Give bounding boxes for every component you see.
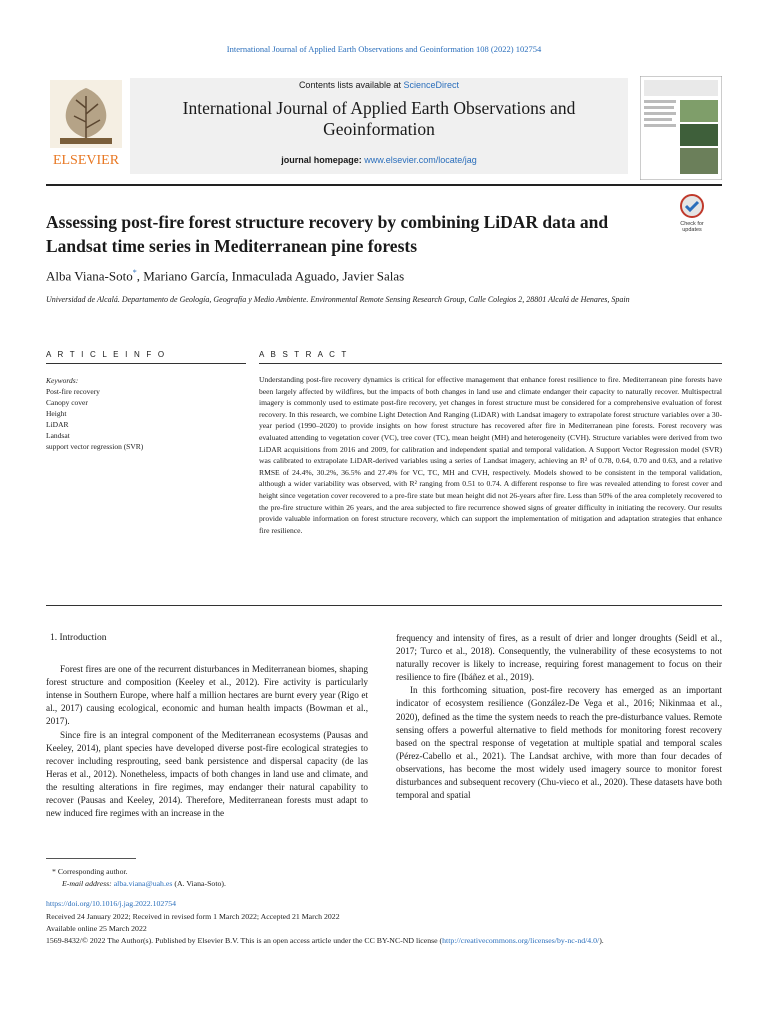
elsevier-logo [46,78,126,174]
available-online: Available online 25 March 2022 [46,924,147,933]
svg-text:updates: updates [682,227,702,233]
email-link[interactable]: alba.viana@uah.es [113,879,173,888]
corresponding-author-mark[interactable]: * [132,268,137,277]
doi-link[interactable]: https://doi.org/10.1016/j.jag.2022.102754 [46,899,177,908]
keyword: Post-fire recovery [46,387,100,396]
section-heading: 1. Introduction [50,633,107,643]
sciencedirect-link[interactable]: ScienceDirect [403,80,460,90]
abstract-rule [259,363,722,364]
keyword: Landsat [46,431,70,440]
abstract-heading: A B S T R A C T [259,350,349,359]
license-text: 1569-8432/© 2022 The Author(s). Published by Elsevier B.V. This is an open access article under the CC BY-NC-ND license ( [46,936,443,945]
journal-title: International Journal of Applied Earth Observations and Geoinformation [182,98,576,139]
author-name[interactable]: Alba Viana-Soto [46,268,133,284]
author-affiliation: Universidad de Alcalá. Departamento de Geología, Geografía y Medio Ambiente. Environmental Remote Sensing Research Group, Calle Colegios 2, 28801 Alcalá de Henares, Spain [46,295,630,304]
keywords-label: Keywords: [46,376,79,385]
abstract-bottom-rule [46,605,722,606]
contents-line [130,80,628,90]
article-info-heading: A R T I C L E I N F O [46,350,167,359]
author-name[interactable]: Inmaculada Aguado [231,268,336,284]
left-column [46,632,368,820]
paragraph: Since fire is an integral component of the Mediterranean ecosystems (Pausas and Keeley, 2014), plant species have developed diverse post-fire ecological strategies to recover including resprouting, seed bank persistence and dispersal capacity (de las Heras et al., 2012). Nonetheless, impacts of both changes in land use and climate, and the resulting alterations in fire regimes, may endanger their natural capability to recover (Pausas and Keeley, 2014). Therefore, Mediterranean forests must adapt to new induced fire regimes with an increase in the [46,729,368,819]
keyword: LiDAR [46,420,69,429]
author-list: Alba Viana-Soto*, Mariano García, Inmaculada Aguado, Javier Salas [46,268,405,284]
author-name[interactable]: Mariano García [143,268,226,284]
homepage-prefix: journal homepage: [281,155,362,165]
author-name[interactable]: Javier Salas [342,268,405,284]
received-dates: Received 24 January 2022; Received in revised form 1 March 2022; Accepted 21 March 2022 [46,912,340,921]
journal-homepage-line [130,155,628,165]
article-title: Assessing post-fire forest structure recovery by combining LiDAR data and Landsat time series in Mediterranean pine forests [46,212,609,256]
header-divider [46,184,722,186]
check-for-updates-icon[interactable] [672,192,712,234]
email-suffix: (A. Viana-Soto). [174,879,226,888]
email-label: E-mail address: [62,879,112,888]
keyword: Height [46,409,67,418]
footnote-rule [46,858,136,859]
publisher-wordmark: ELSEVIER [52,153,120,168]
license-link[interactable]: http://creativecommons.org/licenses/by-nc-nd/4.0/ [442,936,600,945]
journal-homepage-link[interactable]: www.elsevier.com/locate/jag [364,155,477,165]
abstract-text: Understanding post-fire recovery dynamics is critical for effective management that enhance forest resilience to fire. Mediterranean pine forests have been largely affected by wildfires, but the impacts of both changes in land use and climate endanger their capacity to naturally recover. Multispectral imagery is commonly used to estimate post-fire recovery, yet changes in forest structure must be considered for a comprehensive evaluation of forest recovery. In this research, we combine Light Detection And Ranging (LiDAR) with Landsat imagery to extrapolate forest structure variables over a 30-year period (1990–2020) to provide insights on how forest structure has recovered after fire in Mediterranean pine forests. Forest recovery was evaluated attending to vegetation cover (VC), tree cover (TC), mean height (MH) and heterogeneity (CVH). Structure variables were derived from two LiDAR acquisitions from 2016 and 2009, for calibration and independent spatial and temporal validation. A Support Vector Regression model (SVR) was calibrated to extrapolate LiDAR-derived variables using a series of Landsat imagery, achieving an R² of 0.78, 0.64, 0.70 and 0.63, and a relative RMSE of 24.4%, 30.2%, 36.5% and 27.4% for VC, TC, MH and CVH, respectively. Models showed to be consistent in the temporal validation, although a wider variability was observed, with R² ranging from 0.51 to 0.74. A different response to fire was revealed attending to forest cover and height since vegetation cover recovered to a pre-fire state but mean height did not 26-years after fire. Less than 50% of the area completely recovered to the pre-fire structure within 26 years, and the area subjected to fire recurrence showed signs of greater difficulty in initiating the recovery. Our results provide valuable information on forest structure recovery, which can support the implementation of mitigation and adaptation strategies that enhance fire resilience. [259,375,722,535]
paragraph: In this forthcoming situation, post-fire recovery has emerged as an important indicator of ecosystem resilience (González-De Vega et al., 2016; Nikinmaa et al., 2020), defined as the time the system needs to reach the pre-disturbance values. Remote sensing offers a powerful alternative to field methods for monitoring forest recovery based on the spectral response of vegetation at multiple spatial and temporal scales (Pérez-Cabello et al., 2021). The Landsat archive, with more than four decades of observations, has become the most widely used imagery source to monitor forest disturbances and subsequent recovery (Chu-vieco et al., 2020). These datasets have both temporal and spatial [396,685,722,801]
right-column [396,632,722,802]
article-info-rule [46,363,246,364]
corresponding-author-note: * Corresponding author. [52,867,128,876]
keyword: support vector regression (SVR) [46,442,144,451]
svg-text:Check for: Check for [680,221,704,227]
contents-prefix: Contents lists available at [298,80,401,90]
license-note [46,935,722,946]
license-end: ). [599,936,604,945]
journal-reference-line[interactable]: International Journal of Applied Earth Observations and Geoinformation 108 (2022) 102754 [226,44,542,54]
paragraph: Forest fires are one of the recurrent disturbances in Mediterranean biomes, shaping forest structure and composition (Keeley et al., 2012). Fire activity is particularly intense in Southern Europe, where half a million hectares are burnt every year (Rigo et al., 2017) causing ecological, economic and human health impacts (Bowman et al., 2017). [46,664,368,727]
email-line [62,878,226,889]
journal-cover-thumbnail[interactable] [640,76,722,180]
keywords-block [46,375,246,452]
paragraph: frequency and intensity of fires, as a result of drier and longer droughts (Seidl et al., 2017; Turco et al., 2018). Consequently, the vulnerability of these ecosystems to not naturally recover is likely to increase, requiring forest management to focus on their resilience to fire (Ibáñez et al., 2019). [396,633,722,683]
keyword: Canopy cover [46,398,88,407]
